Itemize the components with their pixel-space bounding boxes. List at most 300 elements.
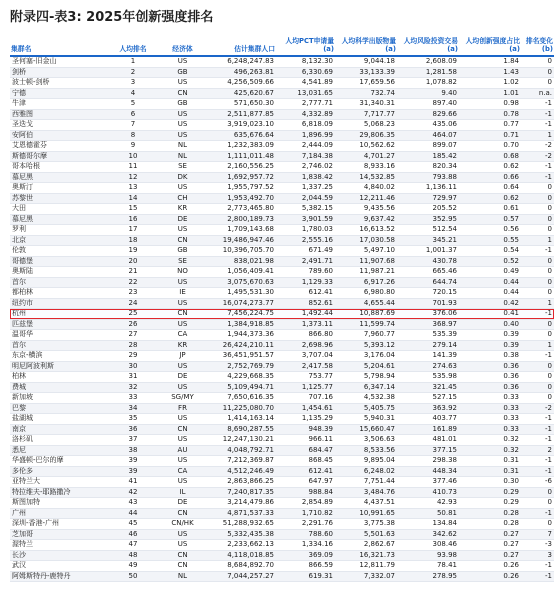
economy: CH xyxy=(159,193,206,204)
economy: SG/MY xyxy=(159,393,206,404)
intensity-share: 0.57 xyxy=(459,214,521,225)
economy: KR xyxy=(159,340,206,351)
intensity-share: 0.98 xyxy=(459,99,521,110)
vc-deals: 435.06 xyxy=(397,120,459,131)
rank-change: 0 xyxy=(521,277,554,288)
table-row xyxy=(10,540,554,551)
rank: 35 xyxy=(107,414,159,425)
economy: FR xyxy=(159,403,206,414)
intensity-share: 0.28 xyxy=(459,508,521,519)
pct-applications: 2,555.16 xyxy=(276,235,335,246)
intensity-share: 0.30 xyxy=(459,477,521,488)
cluster-name: 温哥华 xyxy=(10,330,107,341)
cluster-name: 长沙 xyxy=(10,550,107,561)
economy: CN xyxy=(159,235,206,246)
cluster-name: 明尼阿波利斯 xyxy=(10,361,107,372)
pct-applications: 1,125.77 xyxy=(276,382,335,393)
population: 4,512,246.49 xyxy=(206,466,276,477)
publications: 4,840.02 xyxy=(335,183,397,194)
intensity-header: 人均创新强度占比(a) xyxy=(459,29,521,56)
intensity-share: 1.01 xyxy=(459,88,521,99)
economy: US xyxy=(159,319,206,330)
vc-deals: 720.15 xyxy=(397,288,459,299)
cluster-name: 匹兹堡 xyxy=(10,319,107,330)
table-row xyxy=(10,141,554,152)
vc-deals: 899.07 xyxy=(397,141,459,152)
intensity-share: 0.33 xyxy=(459,424,521,435)
table-row xyxy=(10,256,554,267)
population: 19,486,947.46 xyxy=(206,235,276,246)
vc-deals: 512.54 xyxy=(397,225,459,236)
cluster-name: 纽约市 xyxy=(10,298,107,309)
table-row xyxy=(10,487,554,498)
population: 16,074,273.77 xyxy=(206,298,276,309)
vc-deals: 535.39 xyxy=(397,330,459,341)
rank-change: 0 xyxy=(521,361,554,372)
population: 7,650,616.35 xyxy=(206,393,276,404)
vc-deals: 1,078.82 xyxy=(397,78,459,89)
pct-applications: 948.39 xyxy=(276,424,335,435)
rank-change: 0 xyxy=(521,519,554,530)
cluster-name: 斯图加特 xyxy=(10,498,107,509)
rank-change: -1 xyxy=(521,561,554,572)
vc-deals: 665.46 xyxy=(397,267,459,278)
table-row xyxy=(10,67,554,78)
rank-change: n.a. xyxy=(521,88,554,99)
economy: KR xyxy=(159,204,206,215)
cluster-name: 艾恩德霍芬 xyxy=(10,141,107,152)
rank-change: 0 xyxy=(521,267,554,278)
publications: 8,933.16 xyxy=(335,162,397,173)
rank: 32 xyxy=(107,382,159,393)
table-row xyxy=(10,361,554,372)
pct-applications: 13,031.65 xyxy=(276,88,335,99)
pct-applications: 3,901.59 xyxy=(276,214,335,225)
population: 2,160,556.25 xyxy=(206,162,276,173)
rank: 7 xyxy=(107,120,159,131)
population: 4,256,509.66 xyxy=(206,78,276,89)
economy: DE xyxy=(159,498,206,509)
intensity-share: 0.61 xyxy=(459,204,521,215)
cluster-name: 圣何塞-旧金山 xyxy=(10,56,107,67)
pct-applications: 8,132.30 xyxy=(276,56,335,67)
vc-deals: 321.45 xyxy=(397,382,459,393)
rank: 13 xyxy=(107,183,159,194)
pct-applications: 619.31 xyxy=(276,571,335,582)
population: 4,118,018.85 xyxy=(206,550,276,561)
intensity-share: 0.31 xyxy=(459,466,521,477)
publications: 10,991.65 xyxy=(335,508,397,519)
vc-deals: 134.84 xyxy=(397,519,459,530)
cluster-name: 剑桥 xyxy=(10,67,107,78)
pct-applications: 2,417.58 xyxy=(276,361,335,372)
publications: 16,321.73 xyxy=(335,550,397,561)
pct-applications: 2,777.71 xyxy=(276,99,335,110)
pct-applications: 866.80 xyxy=(276,330,335,341)
pct-applications: 2,698.96 xyxy=(276,340,335,351)
pct-applications: 2,854.89 xyxy=(276,498,335,509)
rank-change: -1 xyxy=(521,435,554,446)
rank: 26 xyxy=(107,319,159,330)
rank: 17 xyxy=(107,225,159,236)
table-row xyxy=(10,393,554,404)
vc-deals: 410.73 xyxy=(397,487,459,498)
vc-deals: 78.41 xyxy=(397,561,459,572)
cluster-name: 罗利 xyxy=(10,225,107,236)
economy: CN/HK xyxy=(159,519,206,530)
table-row xyxy=(10,466,554,477)
economy: US xyxy=(159,56,206,67)
cluster-name: 哥德堡 xyxy=(10,256,107,267)
pct-applications: 1,337.25 xyxy=(276,183,335,194)
economy: NL xyxy=(159,141,206,152)
economy: US xyxy=(159,120,206,131)
intensity-share: 0.54 xyxy=(459,246,521,257)
intensity-share: 0.27 xyxy=(459,550,521,561)
cluster-name: 奥斯汀 xyxy=(10,183,107,194)
cluster-name: 首尔 xyxy=(10,277,107,288)
intensity-share: 0.62 xyxy=(459,162,521,173)
rank-change: -1 xyxy=(521,162,554,173)
publications: 10,562.62 xyxy=(335,141,397,152)
economy: NL xyxy=(159,571,206,582)
pct-applications: 707.16 xyxy=(276,393,335,404)
economy: CA xyxy=(159,330,206,341)
table-row xyxy=(10,309,554,320)
economy: CA xyxy=(159,466,206,477)
economy: IL xyxy=(159,487,206,498)
rank: 24 xyxy=(107,298,159,309)
publications: 12,211.46 xyxy=(335,193,397,204)
population: 4,871,537.33 xyxy=(206,508,276,519)
economy: JP xyxy=(159,351,206,362)
population: 1,953,492.70 xyxy=(206,193,276,204)
rank: 39 xyxy=(107,456,159,467)
population: 3,919,023.10 xyxy=(206,120,276,131)
intensity-share: 0.33 xyxy=(459,414,521,425)
cluster-name: 费城 xyxy=(10,382,107,393)
rank: 9 xyxy=(107,141,159,152)
publications: 31,340.31 xyxy=(335,99,397,110)
economy: AU xyxy=(159,445,206,456)
table-row xyxy=(10,288,554,299)
population: 2,233,662.13 xyxy=(206,540,276,551)
vc-deals: 185.42 xyxy=(397,151,459,162)
intensity-share: 0.36 xyxy=(459,382,521,393)
population: 7,212,369.87 xyxy=(206,456,276,467)
intensity-share: 0.71 xyxy=(459,130,521,141)
economy: CN xyxy=(159,508,206,519)
rank: 48 xyxy=(107,550,159,561)
table-row xyxy=(10,267,554,278)
intensity-share: 0.33 xyxy=(459,393,521,404)
rank: 12 xyxy=(107,172,159,183)
cluster-name: 洛杉矶 xyxy=(10,435,107,446)
population: 51,288,932.65 xyxy=(206,519,276,530)
rank-change: -1 xyxy=(521,508,554,519)
cluster-name: 慕尼黑 xyxy=(10,214,107,225)
rank: 22 xyxy=(107,277,159,288)
intensity-share: 0.52 xyxy=(459,256,521,267)
population: 571,650.30 xyxy=(206,99,276,110)
rank: 47 xyxy=(107,540,159,551)
population: 7,240,817.35 xyxy=(206,487,276,498)
intensity-share: 0.33 xyxy=(459,403,521,414)
cluster-name: 巴黎 xyxy=(10,403,107,414)
vc-deals: 1,001.37 xyxy=(397,246,459,257)
economy: GB xyxy=(159,67,206,78)
economy: DE xyxy=(159,372,206,383)
population: 496,263.81 xyxy=(206,67,276,78)
rank-change: 0 xyxy=(521,319,554,330)
table-row xyxy=(10,151,554,162)
cluster-name: 新加坡 xyxy=(10,393,107,404)
economy: US xyxy=(159,225,206,236)
table-row xyxy=(10,519,554,530)
cluster-name: 安阿伯 xyxy=(10,130,107,141)
pct-applications: 788.60 xyxy=(276,529,335,540)
cluster-name-header: 集群名 xyxy=(10,29,107,56)
vc-deals: 829.66 xyxy=(397,109,459,120)
cluster-name: 奥斯陆 xyxy=(10,267,107,278)
pct-applications: 866.59 xyxy=(276,561,335,572)
rank: 25 xyxy=(107,309,159,320)
vc-deals: 342.62 xyxy=(397,529,459,540)
rank-change: -1 xyxy=(521,571,554,582)
intensity-share: 0.44 xyxy=(459,288,521,299)
pct-applications: 6,818.09 xyxy=(276,120,335,131)
vc-deals: 352.95 xyxy=(397,214,459,225)
cluster-name: 宁德 xyxy=(10,88,107,99)
pct-applications: 1,710.82 xyxy=(276,508,335,519)
population: 5,109,494.71 xyxy=(206,382,276,393)
publications: 8,533.56 xyxy=(335,445,397,456)
table-row xyxy=(10,99,554,110)
pct-applications: 1,373.11 xyxy=(276,319,335,330)
pct-applications: 4,541.89 xyxy=(276,78,335,89)
economy: DK xyxy=(159,172,206,183)
rank-change: 1 xyxy=(521,340,554,351)
population: 2,511,877.85 xyxy=(206,109,276,120)
pct-applications: 868.45 xyxy=(276,456,335,467)
vc-deals: 279.14 xyxy=(397,340,459,351)
intensity-share: 0.32 xyxy=(459,435,521,446)
publications: 29,806.35 xyxy=(335,130,397,141)
table-row xyxy=(10,424,554,435)
publications: 5,405.75 xyxy=(335,403,397,414)
intensity-share: 1.84 xyxy=(459,56,521,67)
rank-change: 2 xyxy=(521,445,554,456)
rank: 30 xyxy=(107,361,159,372)
table-row xyxy=(10,372,554,383)
publications: 4,437.51 xyxy=(335,498,397,509)
table-row xyxy=(10,298,554,309)
rank: 28 xyxy=(107,340,159,351)
population: 1,232,383.09 xyxy=(206,141,276,152)
population: 2,800,189.73 xyxy=(206,214,276,225)
vc-deals: 820.34 xyxy=(397,162,459,173)
population: 2,773,465.80 xyxy=(206,204,276,215)
pct-applications: 789.60 xyxy=(276,267,335,278)
vc-deals: 377.46 xyxy=(397,477,459,488)
vc-deals: 205.52 xyxy=(397,204,459,215)
table-row xyxy=(10,445,554,456)
table-row xyxy=(10,214,554,225)
publications: 11,987.21 xyxy=(335,267,397,278)
rank-change: -1 xyxy=(521,109,554,120)
pct-applications: 1,838.42 xyxy=(276,172,335,183)
vc-deals: 448.34 xyxy=(397,466,459,477)
rank: 49 xyxy=(107,561,159,572)
pct-applications: 612.41 xyxy=(276,466,335,477)
intensity-share: 1.02 xyxy=(459,78,521,89)
intensity-share: 0.64 xyxy=(459,183,521,194)
rank: 37 xyxy=(107,435,159,446)
rank-change: 0 xyxy=(521,330,554,341)
publications: 11,599.74 xyxy=(335,319,397,330)
intensity-share: 0.62 xyxy=(459,193,521,204)
rank-change: -1 xyxy=(521,414,554,425)
rank: 44 xyxy=(107,508,159,519)
pct-applications: 966.11 xyxy=(276,435,335,446)
rank: 45 xyxy=(107,519,159,530)
table-row xyxy=(10,130,554,141)
rank: 15 xyxy=(107,204,159,215)
publications: 4,701.27 xyxy=(335,151,397,162)
rank-change: 1 xyxy=(521,235,554,246)
pct-applications: 671.49 xyxy=(276,246,335,257)
intensity-share: 0.27 xyxy=(459,540,521,551)
cluster-name: 斯德哥尔摩 xyxy=(10,151,107,162)
rank-change: -1 xyxy=(521,246,554,257)
population: 1,384,918.85 xyxy=(206,319,276,330)
cluster-name: 东京-横滨 xyxy=(10,351,107,362)
publications: 15,660.47 xyxy=(335,424,397,435)
table-row xyxy=(10,456,554,467)
rank: 27 xyxy=(107,330,159,341)
table-row xyxy=(10,550,554,561)
population: 1,944,373.36 xyxy=(206,330,276,341)
cluster-name: 亚特兰大 xyxy=(10,477,107,488)
population: 11,225,080.70 xyxy=(206,403,276,414)
vc-deals: 464.07 xyxy=(397,130,459,141)
cluster-name: 多伦多 xyxy=(10,466,107,477)
rank-change: 0 xyxy=(521,498,554,509)
rank: 41 xyxy=(107,477,159,488)
intensity-share: 0.77 xyxy=(459,120,521,131)
vc-deals: 9.40 xyxy=(397,88,459,99)
table-row xyxy=(10,225,554,236)
cluster-name: 华盛顿-巴尔的摩 xyxy=(10,456,107,467)
population: 1,495,531.30 xyxy=(206,288,276,299)
publications: 9,895.04 xyxy=(335,456,397,467)
table-row xyxy=(10,120,554,131)
economy: US xyxy=(159,540,206,551)
table-row xyxy=(10,162,554,173)
population: 1,414,163.14 xyxy=(206,414,276,425)
cluster-name: 哥本哈根 xyxy=(10,162,107,173)
economy: US xyxy=(159,477,206,488)
rank: 23 xyxy=(107,288,159,299)
rank-change: 0 xyxy=(521,393,554,404)
economy: US xyxy=(159,130,206,141)
publications: 7,751.44 xyxy=(335,477,397,488)
rank-header: 人均排名 xyxy=(107,29,159,56)
economy-header: 经济体 xyxy=(159,29,206,56)
rank: 1 xyxy=(107,56,159,67)
population: 1,056,409.41 xyxy=(206,267,276,278)
intensity-share: 0.42 xyxy=(459,298,521,309)
publications: 16,613.52 xyxy=(335,225,397,236)
publications: 6,980.80 xyxy=(335,288,397,299)
table-row xyxy=(10,435,554,446)
publications: 5,068.23 xyxy=(335,120,397,131)
publications: 2,862.67 xyxy=(335,540,397,551)
rank-change: -1 xyxy=(521,309,554,320)
rank: 38 xyxy=(107,445,159,456)
pct-applications: 1,454.61 xyxy=(276,403,335,414)
table-row xyxy=(10,340,554,351)
cluster-name: 南京 xyxy=(10,424,107,435)
rank: 43 xyxy=(107,498,159,509)
publications: 5,204.61 xyxy=(335,361,397,372)
publications: 10,887.69 xyxy=(335,309,397,320)
economy: CN xyxy=(159,561,206,572)
table-row xyxy=(10,193,554,204)
rank-change: 0 xyxy=(521,288,554,299)
pct-applications: 2,291.76 xyxy=(276,519,335,530)
economy: US xyxy=(159,529,206,540)
publications: 4,532.38 xyxy=(335,393,397,404)
economy: US xyxy=(159,277,206,288)
intensity-share: 0.56 xyxy=(459,225,521,236)
pct-applications: 1,135.29 xyxy=(276,414,335,425)
table-row xyxy=(10,382,554,393)
intensity-share: 0.26 xyxy=(459,561,521,572)
table-row xyxy=(10,477,554,488)
economy: US xyxy=(159,456,206,467)
cluster-name: 北京 xyxy=(10,235,107,246)
rank-change: -1 xyxy=(521,172,554,183)
table-row xyxy=(10,235,554,246)
economy: US xyxy=(159,435,206,446)
intensity-share: 0.32 xyxy=(459,445,521,456)
vc-deals: 481.01 xyxy=(397,435,459,446)
publications: 7,960.77 xyxy=(335,330,397,341)
publications: 6,248.02 xyxy=(335,466,397,477)
rank-change: 0 xyxy=(521,382,554,393)
rank-change: -3 xyxy=(521,540,554,551)
vc-deals: 729.97 xyxy=(397,193,459,204)
population: 7,456,224.75 xyxy=(206,309,276,320)
cluster-name: 渥特兰 xyxy=(10,540,107,551)
rank: 33 xyxy=(107,393,159,404)
rank: 39 xyxy=(107,466,159,477)
vc-deals: 1,281.58 xyxy=(397,67,459,78)
cluster-name: 盐湖城 xyxy=(10,414,107,425)
pct-applications: 1,492.44 xyxy=(276,309,335,320)
vc-deals: 430.78 xyxy=(397,256,459,267)
cluster-name: 特拉维夫-耶路撒冷 xyxy=(10,487,107,498)
publications: 3,506.63 xyxy=(335,435,397,446)
cluster-name: 波士顿-剑桥 xyxy=(10,78,107,89)
table-row xyxy=(10,56,554,67)
publications: 12,811.79 xyxy=(335,561,397,572)
pct-applications: 5,382.15 xyxy=(276,204,335,215)
publications-header: 人均科学出版物量(a) xyxy=(335,29,397,56)
publications: 5,393.12 xyxy=(335,340,397,351)
publications: 17,030.58 xyxy=(335,235,397,246)
